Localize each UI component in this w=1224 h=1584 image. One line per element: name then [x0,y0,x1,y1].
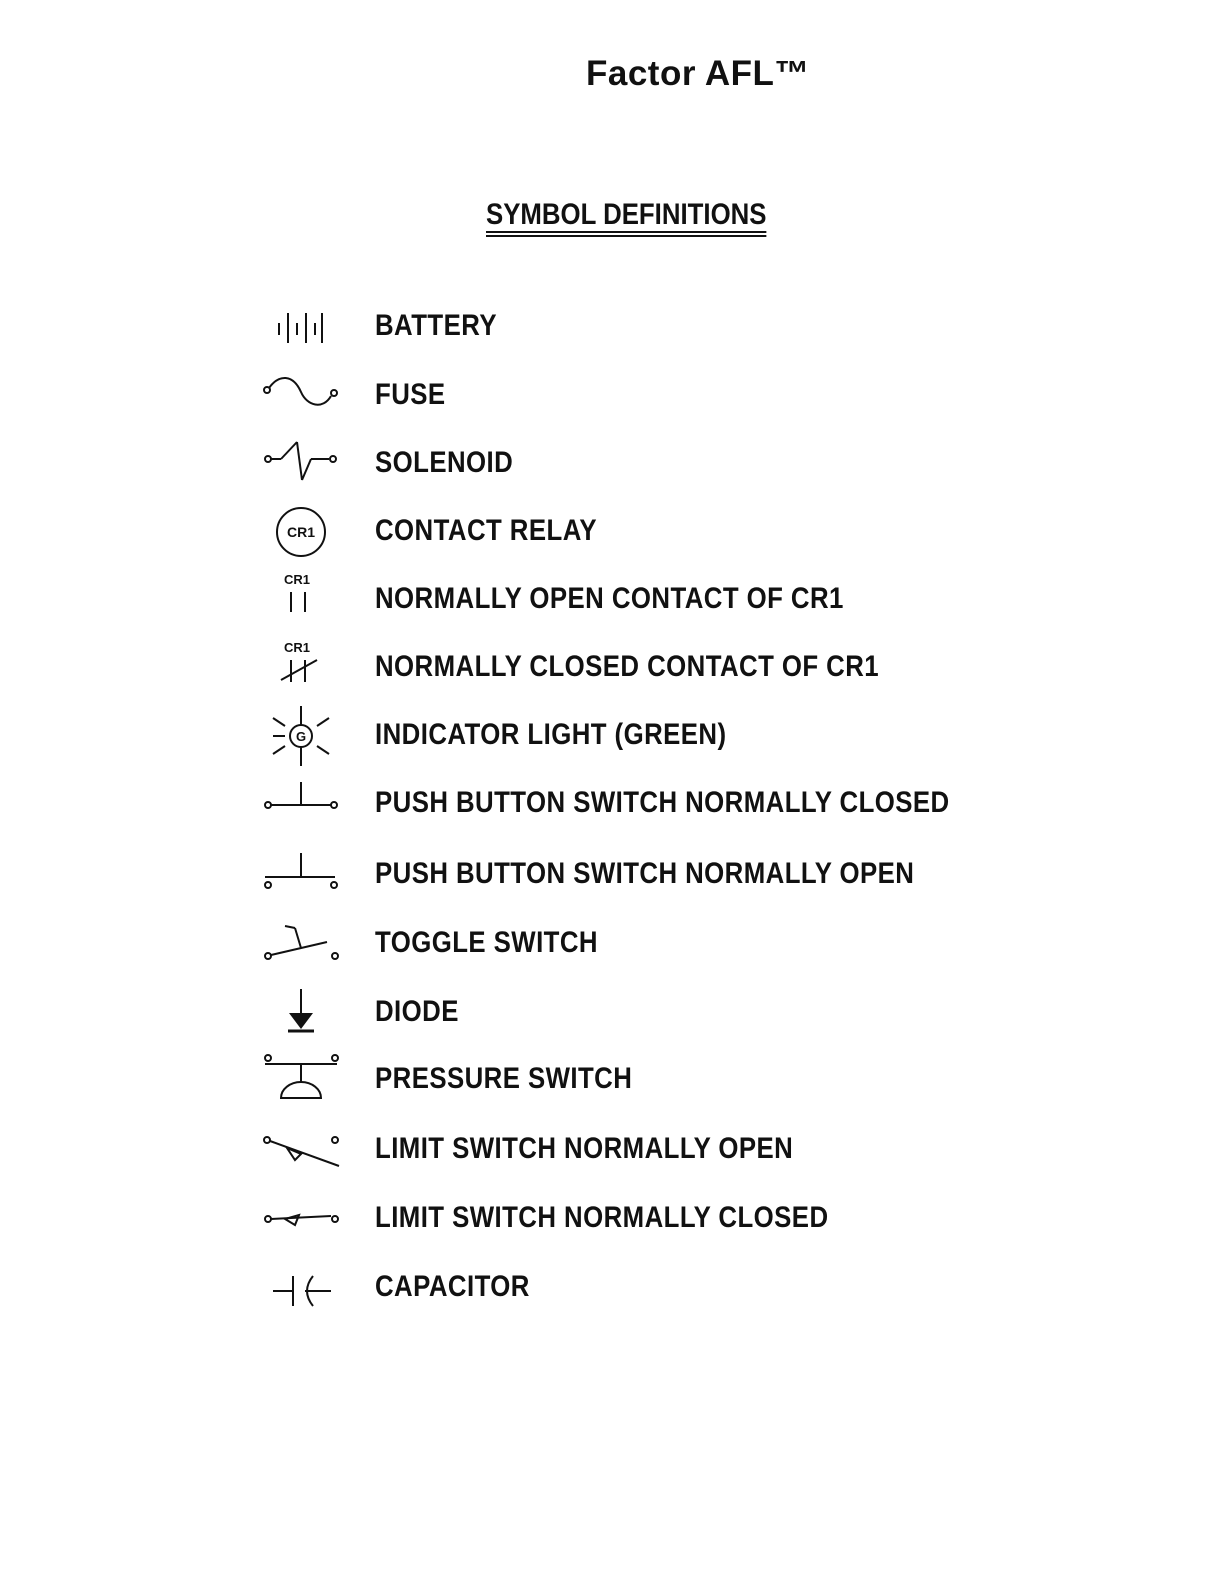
symbol-label: LIMIT SWITCH NORMALLY OPEN [375,1132,794,1165]
symbol-label: NORMALLY CLOSED CONTACT OF CR1 [375,650,880,683]
limit-switch-no-icon [255,1120,350,1180]
symbol-label: PUSH BUTTON SWITCH NORMALLY OPEN [375,857,915,890]
symbol-label: LIMIT SWITCH NORMALLY CLOSED [375,1201,829,1234]
symbol-label: INDICATOR LIGHT (GREEN) [375,718,727,751]
symbol-label: DIODE [375,995,459,1028]
symbol-row-battery [255,297,1055,357]
symbol-row-no-contact [255,570,1055,630]
light-tag: G [295,729,307,744]
title-underline-double [486,235,766,237]
symbol-row-solenoid [255,434,1055,494]
document-title: Factor AFL™ [586,54,810,93]
symbol-row-indicator-light [255,706,1055,766]
contact-tag: CR1 [283,572,311,587]
section-title-text: SYMBOL DEFINITIONS [486,198,767,231]
symbol-row-contact-relay [255,502,1055,562]
symbol-label: TOGGLE SWITCH [375,926,598,959]
normally-closed-contact-icon [255,638,350,698]
symbol-label: PRESSURE SWITCH [375,1062,633,1095]
symbol-label: FUSE [375,378,446,411]
diode-icon [255,983,350,1043]
symbol-label: NORMALLY OPEN CONTACT OF CR1 [375,582,844,615]
symbol-row-pressure-switch [255,1050,1055,1110]
indicator-light-icon [255,706,350,766]
symbol-row-fuse [255,366,1055,426]
symbol-row-push-button-nc [255,774,1055,834]
relay-tag: CR1 [286,524,316,540]
symbol-row-capacitor [255,1258,1055,1318]
pressure-switch-icon [255,1050,350,1110]
symbol-label: PUSH BUTTON SWITCH NORMALLY CLOSED [375,786,950,819]
symbol-row-nc-contact [255,638,1055,698]
title-underline [486,231,766,233]
push-button-nc-icon [255,774,350,834]
section-title [486,198,766,232]
symbol-row-limit-switch-no [255,1120,1055,1180]
limit-switch-nc-icon [255,1189,350,1249]
normally-open-contact-icon [255,570,350,630]
contact-relay-icon [255,502,350,562]
contact-tag: CR1 [283,640,311,655]
push-button-no-icon [255,845,350,905]
battery-icon [255,297,350,357]
fuse-icon [255,366,350,426]
symbol-label: SOLENOID [375,446,514,479]
symbol-label: CONTACT RELAY [375,514,598,547]
symbol-row-toggle-switch [255,914,1055,974]
capacitor-icon [255,1258,350,1318]
symbol-row-diode [255,983,1055,1043]
symbol-row-push-button-no [255,845,1055,905]
symbol-label: BATTERY [375,309,497,342]
symbol-label: CAPACITOR [375,1270,530,1303]
solenoid-icon [255,434,350,494]
symbol-row-limit-switch-nc [255,1189,1055,1249]
toggle-switch-icon [255,914,350,974]
